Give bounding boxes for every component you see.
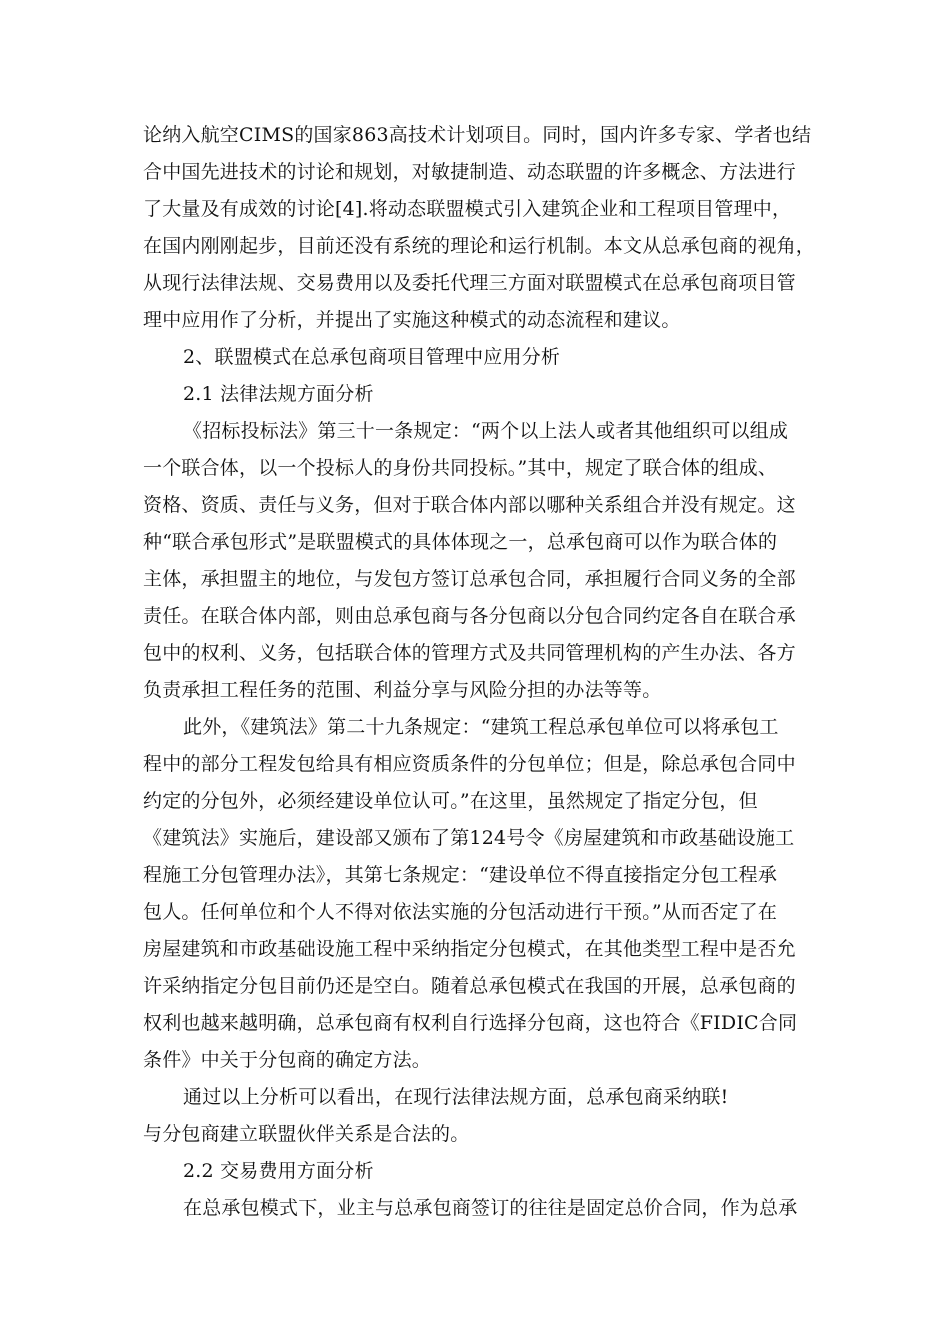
paragraph-line: 与分包商建立联盟伙伴关系是合法的。 (143, 1123, 470, 1145)
paragraph-line: 条件》中关于分包商的确定方法。 (143, 1049, 432, 1071)
paragraph-line: 《建筑法》实施后，建设部又颁布了第124号令《房屋建筑和市政基础设施工 (143, 827, 795, 849)
section-heading: 2、联盟模式在总承包商项目管理中应用分析 (183, 346, 561, 368)
subsection-heading: 2.2 交易费用方面分析 (183, 1160, 374, 1182)
paragraph-line: 包中的权利、义务，包括联合体的管理方式及共同管理机构的产生办法、各方 (143, 642, 796, 664)
paragraph-line: 责任。在联合体内部，则由总承包商与各分包商以分包合同约定各自在联合承 (143, 605, 796, 627)
paragraph-line: 《招标投标法》第三十一条规定：“两个以上法人或者其他组织可以组成 (183, 420, 789, 442)
paragraph-line: 论纳入航空CIMS的国家863高技术计划项目。同时，国内许多专家、学者也结 (143, 124, 812, 146)
paragraph-line: 此外，《建筑法》第二十九条规定：“建筑工程总承包单位可以将承包工 (183, 716, 779, 738)
paragraph-line: 种“联合承包形式”是联盟模式的具体体现之一，总承包商可以作为联合体的 (143, 531, 778, 553)
paragraph-line: 合中国先进技术的讨论和规划，对敏捷制造、动态联盟的许多概念、方法进行 (143, 161, 796, 183)
paragraph-line: 约定的分包外，必须经建设单位认可。”在这里，虽然规定了指定分包，但 (143, 790, 758, 812)
paragraph-line: 主体，承担盟主的地位，与发包方签订总承包合同，承担履行合同义务的全部 (143, 568, 796, 590)
paragraph-line: 理中应用作了分析，并提出了实施这种模式的动态流程和建议。 (143, 309, 681, 331)
subsection-heading: 2.1 法律法规方面分析 (183, 383, 374, 405)
paragraph-line: 在总承包模式下，业主与总承包商签订的往往是固定总价合同，作为总承 (183, 1197, 798, 1219)
paragraph-line: 通过以上分析可以看出，在现行法律法规方面，总承包商采纳联! (183, 1086, 729, 1108)
paragraph-line: 包人。任何单位和个人不得对依法实施的分包活动进行干预。”从而否定了在 (143, 901, 778, 923)
paragraph-line: 资格、资质、责任与义务，但对于联合体内部以哪种关系组合并没有规定。这 (143, 494, 796, 516)
paragraph-line: 程施工分包管理办法》，其第七条规定：“建设单位不得直接指定分包工程承 (143, 864, 778, 886)
paragraph-line: 房屋建筑和市政基础设施工程中采纳指定分包模式，在其他类型工程中是否允 (143, 938, 796, 960)
paragraph-line: 负责承担工程任务的范围、利益分享与风险分担的办法等等。 (143, 679, 662, 701)
paragraph-line: 了大量及有成效的讨论[4].将动态联盟模式引入建筑企业和工程项目管理中， (143, 198, 792, 220)
paragraph-line: 在国内刚刚起步，目前还没有系统的理论和运行机制。本文从总承包商的视角， (143, 235, 816, 257)
paragraph-line: 从现行法律法规、交易费用以及委托代理三方面对联盟模式在总承包商项目管 (143, 272, 796, 294)
paragraph-line: 一个联合体，以一个投标人的身份共同投标。”其中，规定了联合体的组成、 (143, 457, 778, 479)
paragraph-line: 权利也越来越明确，总承包商有权利自行选择分包商，这也符合《FIDIC合同 (143, 1012, 798, 1034)
paragraph-line: 程中的部分工程发包给具有相应资质条件的分包单位；但是，除总承包合同中 (143, 753, 796, 775)
paragraph-line: 许采纳指定分包目前仍还是空白。随着总承包模式在我国的开展，总承包商的 (143, 975, 796, 997)
